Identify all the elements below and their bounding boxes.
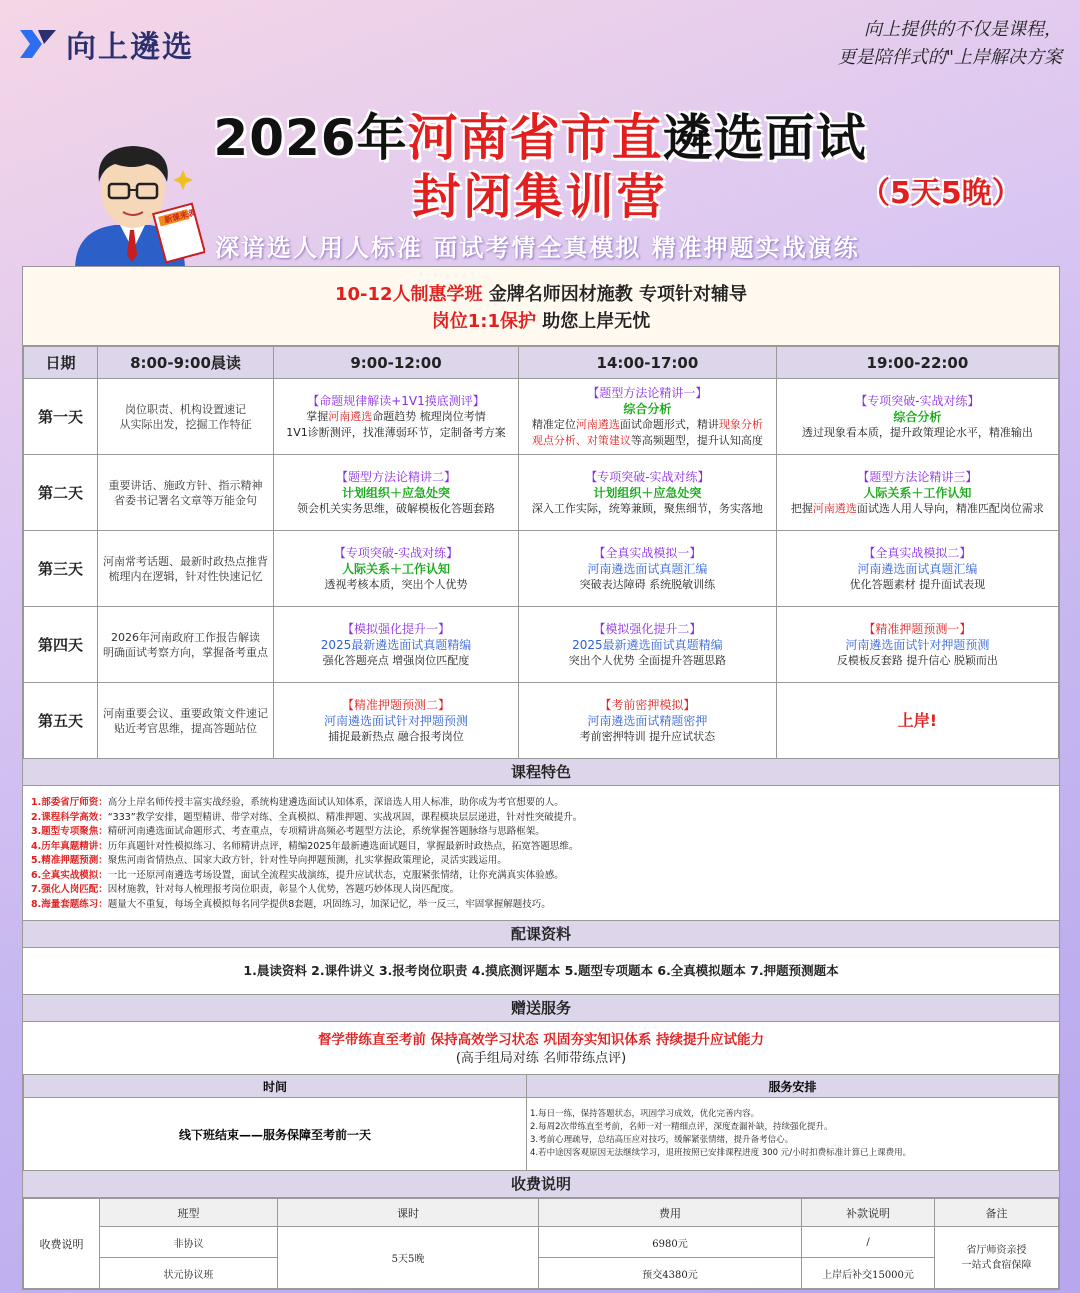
feature-key: 4.历年真题精讲： bbox=[31, 840, 108, 852]
session-cell bbox=[776, 379, 1058, 455]
schedule-row bbox=[24, 683, 1059, 759]
text: 精准定位 bbox=[531, 417, 576, 431]
brand-logo bbox=[18, 22, 194, 66]
page-title-line2: 封闭集训营 bbox=[412, 169, 668, 225]
feature-item bbox=[31, 811, 1051, 826]
gifts-title: 赠送服务 bbox=[23, 994, 1059, 1022]
session-desc: 深入工作实际，统筹兼顾，聚焦细节，务实落地 bbox=[531, 501, 763, 515]
session-title: 【专项突破-实战对练】 bbox=[333, 545, 459, 560]
service-header-time: 时间 bbox=[24, 1075, 527, 1098]
session-title: 【专项突破-实战对练】 bbox=[585, 469, 710, 484]
duration-badge: （5天5晚） bbox=[860, 176, 1022, 211]
gifts-box bbox=[23, 1022, 1059, 1074]
gifts-line2: (高手组局对练 名师带练点评) bbox=[455, 1051, 627, 1066]
session-topic: 计划组织＋应急处突 bbox=[342, 485, 451, 500]
morning-cell bbox=[98, 531, 274, 607]
session-topic: 计划组织＋应急处突 bbox=[593, 485, 702, 500]
text: 河南遴选 bbox=[328, 409, 373, 423]
session-topic: 河南遴选面试真题汇编 bbox=[587, 561, 708, 576]
session-topic: 人际关系＋工作认知 bbox=[342, 561, 451, 576]
service-item: 1.每日一练，保持答题状态，巩固学习成效，优化完善内容。 bbox=[530, 1109, 760, 1119]
intro-line2-red: 岗位1:1保护 bbox=[431, 311, 536, 332]
feature-key: 3.题型专项聚焦： bbox=[31, 826, 108, 837]
intro-box bbox=[23, 267, 1059, 346]
session-desc: 捕捉最新热点 融合报考岗位 bbox=[328, 729, 464, 743]
session-desc: 突出个人优势 全面提升答题思路 bbox=[568, 653, 727, 667]
day-label: 第五天 bbox=[24, 683, 98, 759]
session-cell bbox=[274, 455, 519, 531]
session-desc bbox=[519, 417, 776, 433]
service-items bbox=[527, 1098, 1059, 1171]
feature-key: 7.强化人岗匹配： bbox=[31, 884, 108, 895]
materials-title: 配课资料 bbox=[23, 920, 1059, 948]
fee-type: 状元协议班 bbox=[100, 1258, 278, 1289]
fee-remark bbox=[935, 1227, 1059, 1289]
session-topic: 2025最新遴选面试真题精编 bbox=[572, 637, 723, 652]
feature-key: 8.海量套题练习： bbox=[31, 898, 108, 910]
morning-line: 河南常考话题、最新时政热点推背 bbox=[103, 554, 268, 568]
features-title: 课程特色 bbox=[23, 759, 1059, 786]
session-title: 【精准押题预测二】 bbox=[342, 697, 451, 712]
feature-text: “333”教学安排，题型精讲、带学对练、全真模拟、精准押题、实战巩固，课程模块层层递进，针对性突破提升。 bbox=[107, 811, 583, 823]
schedule-header: 日期 bbox=[24, 347, 98, 379]
session-desc: 突破表达障碍 系统脱敏训练 bbox=[579, 577, 716, 591]
session-topic: 2025最新遴选面试真题精编 bbox=[320, 637, 472, 652]
session-title: 【题型方法论精讲二】 bbox=[336, 469, 457, 484]
service-item: 4.若中途因客观原因无法继续学习，退班按照已安排课程进度 300 元/小时扣费标准计算已上课费用。 bbox=[530, 1148, 912, 1158]
text: 面试命题形式，精讲 bbox=[619, 417, 719, 431]
session-title: 【全真实战模拟一】 bbox=[593, 545, 702, 560]
text: 命题趋势 梳理岗位考情 bbox=[372, 409, 486, 423]
fees-header: 费用 bbox=[539, 1199, 802, 1227]
session-cell bbox=[776, 455, 1058, 531]
mascot-sign: 新课来袭 bbox=[163, 208, 197, 225]
intro-line2-rest: 助您上岸无忧 bbox=[535, 311, 651, 332]
morning-cell bbox=[98, 683, 274, 759]
service-table bbox=[23, 1074, 1059, 1171]
session-topic: 综合分析 bbox=[893, 409, 942, 424]
subtitle: 深谙选人用人标准 面试考情全真模拟 精准押题实战演练 bbox=[215, 233, 860, 262]
fee-remark-line: 省厅师资亲授 bbox=[966, 1244, 1027, 1256]
service-header-arrangement: 服务安排 bbox=[527, 1075, 1059, 1098]
fees-label: 收费说明 bbox=[24, 1199, 100, 1289]
logo-icon bbox=[18, 26, 58, 62]
fees-header: 课时 bbox=[278, 1199, 539, 1227]
session-cell bbox=[274, 379, 519, 455]
feature-key: 2.课程科学高效： bbox=[31, 811, 108, 823]
fee-amount: 6980元 bbox=[539, 1227, 802, 1258]
session-cell bbox=[274, 531, 519, 607]
text: 观点分析、对策建议 bbox=[531, 433, 631, 447]
session-cell bbox=[519, 455, 777, 531]
schedule-row bbox=[24, 379, 1059, 455]
morning-cell bbox=[98, 607, 274, 683]
schedule-header: 14:00-17:00 bbox=[519, 347, 777, 379]
feature-text: 高分上岸名师传授丰富实战经验，系统构建遴选面试认知体系，深谙选人用人标准，助你成为考官想要的人。 bbox=[107, 797, 564, 808]
morning-line: 岗位职责、机构设置速记 bbox=[125, 402, 246, 416]
session-desc: 考前密押特训 提升应试状态 bbox=[579, 729, 716, 743]
feature-text: 因材施教，针对每人梳理报考岗位职责，彰显个人优势，答题巧妙体现人岗匹配度。 bbox=[107, 884, 460, 895]
session-title: 【命题规律解读+1V1摸底测评】 bbox=[307, 393, 485, 408]
session-title: 【题型方法论精讲一】 bbox=[587, 385, 708, 400]
fees-header: 补款说明 bbox=[802, 1199, 935, 1227]
text: 现象分析 bbox=[718, 417, 763, 431]
schedule-row bbox=[24, 607, 1059, 683]
session-desc: 反模板反套路 提升信心 脱颖而出 bbox=[836, 653, 998, 667]
text: 河南遴选 bbox=[812, 501, 857, 515]
session-topic: 河南遴选面试真题汇编 bbox=[857, 561, 978, 576]
session-topic: 河南遴选面试针对押题预测 bbox=[845, 637, 990, 652]
day-label: 第一天 bbox=[24, 379, 98, 455]
session-desc: 强化答题亮点 增强岗位匹配度 bbox=[322, 653, 470, 667]
intro-line1-red: 10-12人制惠学班 bbox=[334, 284, 483, 305]
session-cell bbox=[776, 607, 1058, 683]
schedule-row bbox=[24, 531, 1059, 607]
brand-name: 向上遴选 bbox=[66, 30, 194, 65]
feature-text: 聚焦河南省情热点、国家大政方针，针对性导向押题预测，扎实掌握政策理论，灵活实践运用。 bbox=[107, 855, 507, 866]
session-desc: 优化答题素材 提升面试表现 bbox=[849, 577, 986, 591]
feature-text: 题量大不重复，每场全真模拟每名同学提供8套题，巩固练习，加深记忆，举一反三，牢固掌握解题技巧。 bbox=[107, 898, 551, 910]
session-title: 【模拟强化提升一】 bbox=[342, 621, 451, 636]
fee-amount: 预交4380元 bbox=[539, 1258, 802, 1289]
session-title: 【题型方法论精讲三】 bbox=[857, 469, 978, 484]
session-title: 【全真实战模拟二】 bbox=[863, 545, 972, 560]
service-time: 线下班结束——服务保障至考前一天 bbox=[24, 1098, 527, 1171]
session-cell bbox=[274, 607, 519, 683]
morning-line: 从实际出发，挖掘工作特征 bbox=[119, 417, 252, 431]
session-title: 【模拟强化提升二】 bbox=[593, 621, 702, 636]
feature-item bbox=[31, 883, 1051, 898]
feature-key: 6.全真实战模拟： bbox=[31, 869, 108, 881]
service-item: 3.考前心理疏导，总结高压应对技巧，缓解紧张情绪，提升备考信心。 bbox=[530, 1135, 794, 1145]
feature-item bbox=[31, 796, 1051, 811]
schedule-header: 8:00-9:00晨读 bbox=[98, 347, 274, 379]
session-title: 【精准押题预测一】 bbox=[863, 621, 972, 636]
morning-line: 贴近考官思维，提高答题站位 bbox=[114, 721, 257, 735]
text: 河南遴选 bbox=[575, 417, 620, 431]
morning-cell bbox=[98, 379, 274, 455]
feature-item bbox=[31, 869, 1051, 884]
fee-note: 上岸后补交15000元 bbox=[802, 1258, 935, 1289]
intro-line1-rest: 金牌名师因材施教 专项针对辅导 bbox=[482, 284, 748, 305]
feature-text: 历年真题针对性模拟练习、名师精讲点评，精编2025年最新遴选面试题目，掌握最新时政热点，拓宽答题思维。 bbox=[107, 840, 579, 852]
day-label: 第四天 bbox=[24, 607, 98, 683]
session-cell bbox=[519, 379, 777, 455]
feature-item bbox=[31, 825, 1051, 840]
morning-line: 梳理内在逻辑，针对性快速记忆 bbox=[108, 569, 263, 583]
session-desc bbox=[777, 501, 1058, 517]
morning-line: 重要讲话、施政方针、指示精神 bbox=[108, 478, 263, 492]
materials-text: 1.晨读资料 2.课件讲义 3.报考岗位职责 4.摸底测评题本 5.题型专项题本 6.全真模拟题本 7.押题预测题本 bbox=[243, 963, 839, 978]
session-cell bbox=[776, 683, 1058, 759]
session-desc: 透视考核本质，突出个人优势 bbox=[324, 577, 468, 591]
fee-hours: 5天5晚 bbox=[278, 1227, 539, 1289]
main-card bbox=[22, 266, 1060, 1290]
feature-text: 精研河南遴选面试命题形式、考查重点，专项精讲高频必考题型方法论，系统掌握答题脉络与思路框架。 bbox=[107, 826, 545, 837]
session-cell bbox=[519, 531, 777, 607]
fees-title: 收费说明 bbox=[23, 1171, 1059, 1198]
fees-table bbox=[23, 1198, 1059, 1289]
session-topic: 河南遴选面试精题密押 bbox=[587, 713, 708, 728]
session-title: 【专项突破-实战对练】 bbox=[855, 393, 980, 408]
fees-header: 备注 bbox=[935, 1199, 1059, 1227]
morning-cell bbox=[98, 455, 274, 531]
session-cell bbox=[519, 607, 777, 683]
gifts-line1: 督学带练直至考前 保持高效学习状态 巩固夯实知识体系 持续提升应试能力 bbox=[317, 1032, 765, 1048]
session-topic: 河南遴选面试针对押题预测 bbox=[324, 713, 469, 728]
title-year: 2026年 bbox=[213, 109, 408, 167]
session-desc: 领会机关实务思维，破解模板化答题套路 bbox=[297, 501, 495, 515]
morning-line: 省委书记署名文章等万能金句 bbox=[114, 493, 257, 507]
fees-header: 班型 bbox=[100, 1199, 278, 1227]
success-label: 上岸! bbox=[897, 710, 938, 730]
session-cell bbox=[776, 531, 1058, 607]
session-desc bbox=[519, 433, 776, 449]
fee-type: 非协议 bbox=[100, 1227, 278, 1258]
morning-line: 2026年河南政府工作报告解读 bbox=[111, 630, 260, 644]
slogan-line2: 更是陪伴式的"上岸解决方案 bbox=[837, 47, 1062, 68]
session-line bbox=[274, 409, 518, 425]
schedule-header: 19:00-22:00 bbox=[776, 347, 1058, 379]
session-cell bbox=[519, 683, 777, 759]
feature-key: 5.精准押题预测： bbox=[31, 855, 108, 866]
text: 等高频题型，提升认知高度 bbox=[630, 433, 763, 447]
fee-note: / bbox=[802, 1227, 935, 1258]
session-topic: 人际关系＋工作认知 bbox=[863, 485, 972, 500]
session-title: 【考前密押模拟】 bbox=[599, 697, 696, 712]
slogan-line1: 向上提供的不仅是课程， bbox=[864, 19, 1062, 40]
text: 掌握 bbox=[306, 409, 329, 423]
session-cell bbox=[274, 683, 519, 759]
feature-text: 一比一还原河南遴选考场设置，面试全流程实战演练，提升应试状态，克服紧张情绪，让你充满真实体验感。 bbox=[107, 869, 564, 881]
title-red: 河南省市直 bbox=[407, 109, 663, 167]
title-rest: 遴选面试 bbox=[662, 109, 867, 167]
morning-line: 河南重要会议、重要政策文件速记 bbox=[103, 706, 268, 720]
schedule-table bbox=[23, 346, 1059, 759]
features-list bbox=[23, 786, 1059, 920]
text: 把握 bbox=[790, 501, 813, 515]
service-item: 2.每周2次带练直至考前，名师一对一精细点评，深度查漏补缺，持续强化提升。 bbox=[530, 1122, 833, 1132]
session-desc: 透过现象看本质，提升政策理论水平，精准输出 bbox=[801, 425, 1033, 439]
schedule-row bbox=[24, 455, 1059, 531]
feature-item bbox=[31, 840, 1051, 855]
slogan bbox=[838, 16, 1062, 72]
feature-item bbox=[31, 898, 1051, 913]
feature-item bbox=[31, 854, 1051, 869]
day-label: 第二天 bbox=[24, 455, 98, 531]
text: 面试选人用人导向，精准匹配岗位需求 bbox=[856, 501, 1044, 515]
session-topic: 综合分析 bbox=[623, 401, 672, 416]
feature-key: 1.部委省厅师资： bbox=[31, 797, 108, 808]
fee-remark-line: 一站式食宿保障 bbox=[961, 1259, 1032, 1271]
day-label: 第三天 bbox=[24, 531, 98, 607]
schedule-header: 9:00-12:00 bbox=[274, 347, 519, 379]
morning-line: 明确面试考察方向，掌握备考重点 bbox=[103, 645, 268, 659]
session-desc: 1V1诊断测评，找准薄弱环节，定制备考方案 bbox=[286, 425, 506, 439]
